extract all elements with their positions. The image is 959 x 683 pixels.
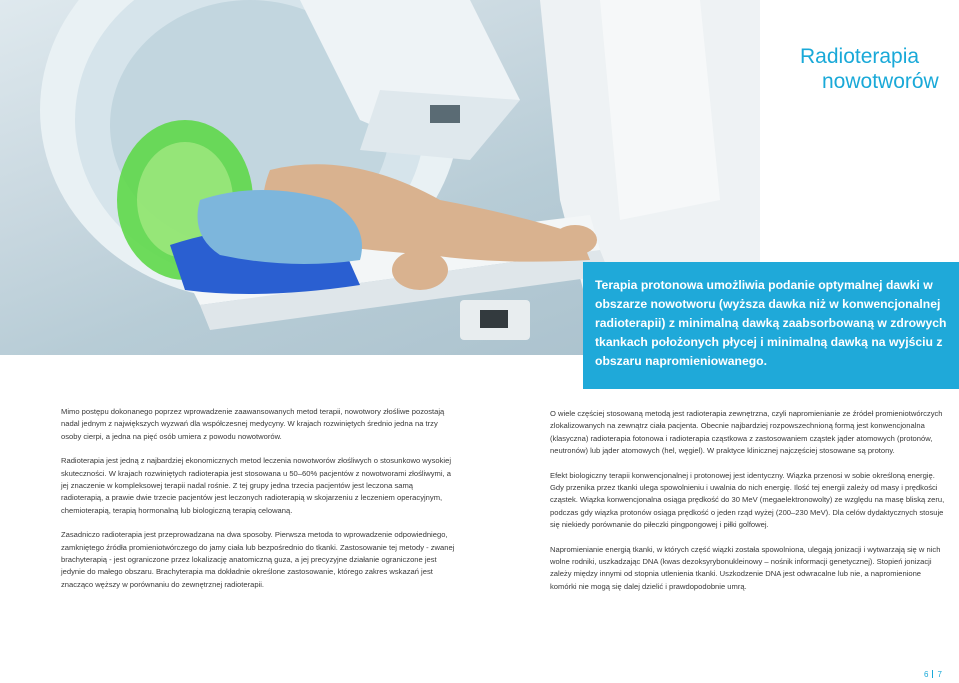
paragraph: O wiele częściej stosowaną metodą jest radioterapia zewnętrzna, czyli napromienianie ze źródeł promieniotwórczych zlokalizowanych na zewnątrz ciała pacjenta. Obecnie najbardziej rozpowszechnioną formą jest konwencjonalna (klasyczna) radioterapia fotonowa i radioterapia cząstkowa z zastosowaniem cząstek jąder atomowych (protonów, neutronów) lub jąder atomowych (hel, węgiel). W praktyce klinicznej najczęściej stosowane są protony. — [550, 409, 943, 456]
page-title — [800, 44, 950, 94]
paragraph: Zasadniczo radioterapia jest przeprowadzana na dwa sposoby. Pierwsza metoda to wprowadzenie odpowiedniego, zamkniętego źródła promieniotwórczego do jamy ciała lub bezpośrednio do tkanki. Zastosowanie tej metody - zwanej brachyterapią - jest ograniczone przez lokalizację anatomiczną guza, a jej precyzyjne działanie ograniczone jest jedynie do małego obszaru. Brachyterapia ma dokładnie określone zastosowanie, którego zakres wskazań jest znacząco węższy w porównaniu do zewnętrznej radioterapii. — [61, 530, 455, 589]
highlight-callout: Terapia protonowa umożliwia podanie optymalnej dawki w obszarze nowotworu (wyższa dawka niż w konwencjonalnej radioterapii) z minimalną dawką zaabsorbowaną w zdrowych tkankach położonych płycej i minimalną dawką na wyjściu z obszaru napromieniowanego. — [583, 262, 959, 389]
title-line-1: Radioterapia — [800, 45, 920, 68]
page-number-left: 6 — [924, 670, 929, 679]
page-number-right: 7 — [937, 670, 942, 679]
left-text-column — [61, 406, 457, 603]
right-text-column — [550, 408, 948, 605]
paragraph: Efekt biologiczny terapii konwencjonalnej i protonowej jest identyczny. Wiązka przenosi w sobie określoną energię. Gdy przenika przez tkanki ulega spowolnieniu i uwalnia do nich energię. Ilość tej energii zależy od masy i prędkości cząstek. Wiązka konwencjonalna osiąga prędkość do 30 MeV (megaelektronowolty) ze względu na masę bliską zeru, podczas gdy wiązka protonów osiąga prędkość o jeden rząd wyżej (200–230 MeV). Dla celów dydaktycznych stosuje się niekiedy porównanie do piłeczki pingpongowej i piłki golfowej. — [550, 470, 945, 530]
paragraph: Mimo postępu dokonanego poprzez wprowadzenie zaawansowanych metod terapii, nowotwory złośliwe pozostają nadal jednym z największych wyzwań dla współczesnej medycyny. W krajach rozwiniętych średnio jedna na trzy osoby cierpi, a jedna na pięć osób umiera z powodu nowotworów. — [61, 407, 445, 441]
paragraph: Radioterapia jest jedną z najbardziej ekonomicznych metod leczenia nowotworów złośliwych o stosunkowo wysokiej skuteczności. W krajach rozwiniętych radioterapia jest stosowana u 50–60% pacjentów z nowotworami złośliwymi, a jej znaczenie w kompleksowej terapii nadal rośnie. Z tej grupy jedna trzecia pacjentów jest leczona samą radioterapią, a prawie dwie trzecie pacjentów jest leczonych radioterapią w skojarzeniu z leczeniem operacyjnym, chemioterapią, terapią hormonalną lub biologiczną terapią celowaną. — [61, 456, 452, 515]
paragraph: Napromienianie energią tkanki, w których część wiązki została spowolniona, ulegają jonizacji i wytwarzają się w nich wolne rodniki, uszkadzając DNA (kwas dezoksyrybonukleinowy – nośnik informacji genetycznej). Stopień jonizacji zależy między innymi od stopnia utlenienia tkanki. Uszkodzenie DNA jest odwracalne lub nie, a napromienione komórki nie mogą się dalej dzielić i prawdopodobnie umrą. — [550, 544, 941, 591]
page-number-divider — [932, 670, 933, 678]
page-numbers — [924, 670, 942, 679]
title-line-2: nowotworów — [822, 70, 939, 93]
